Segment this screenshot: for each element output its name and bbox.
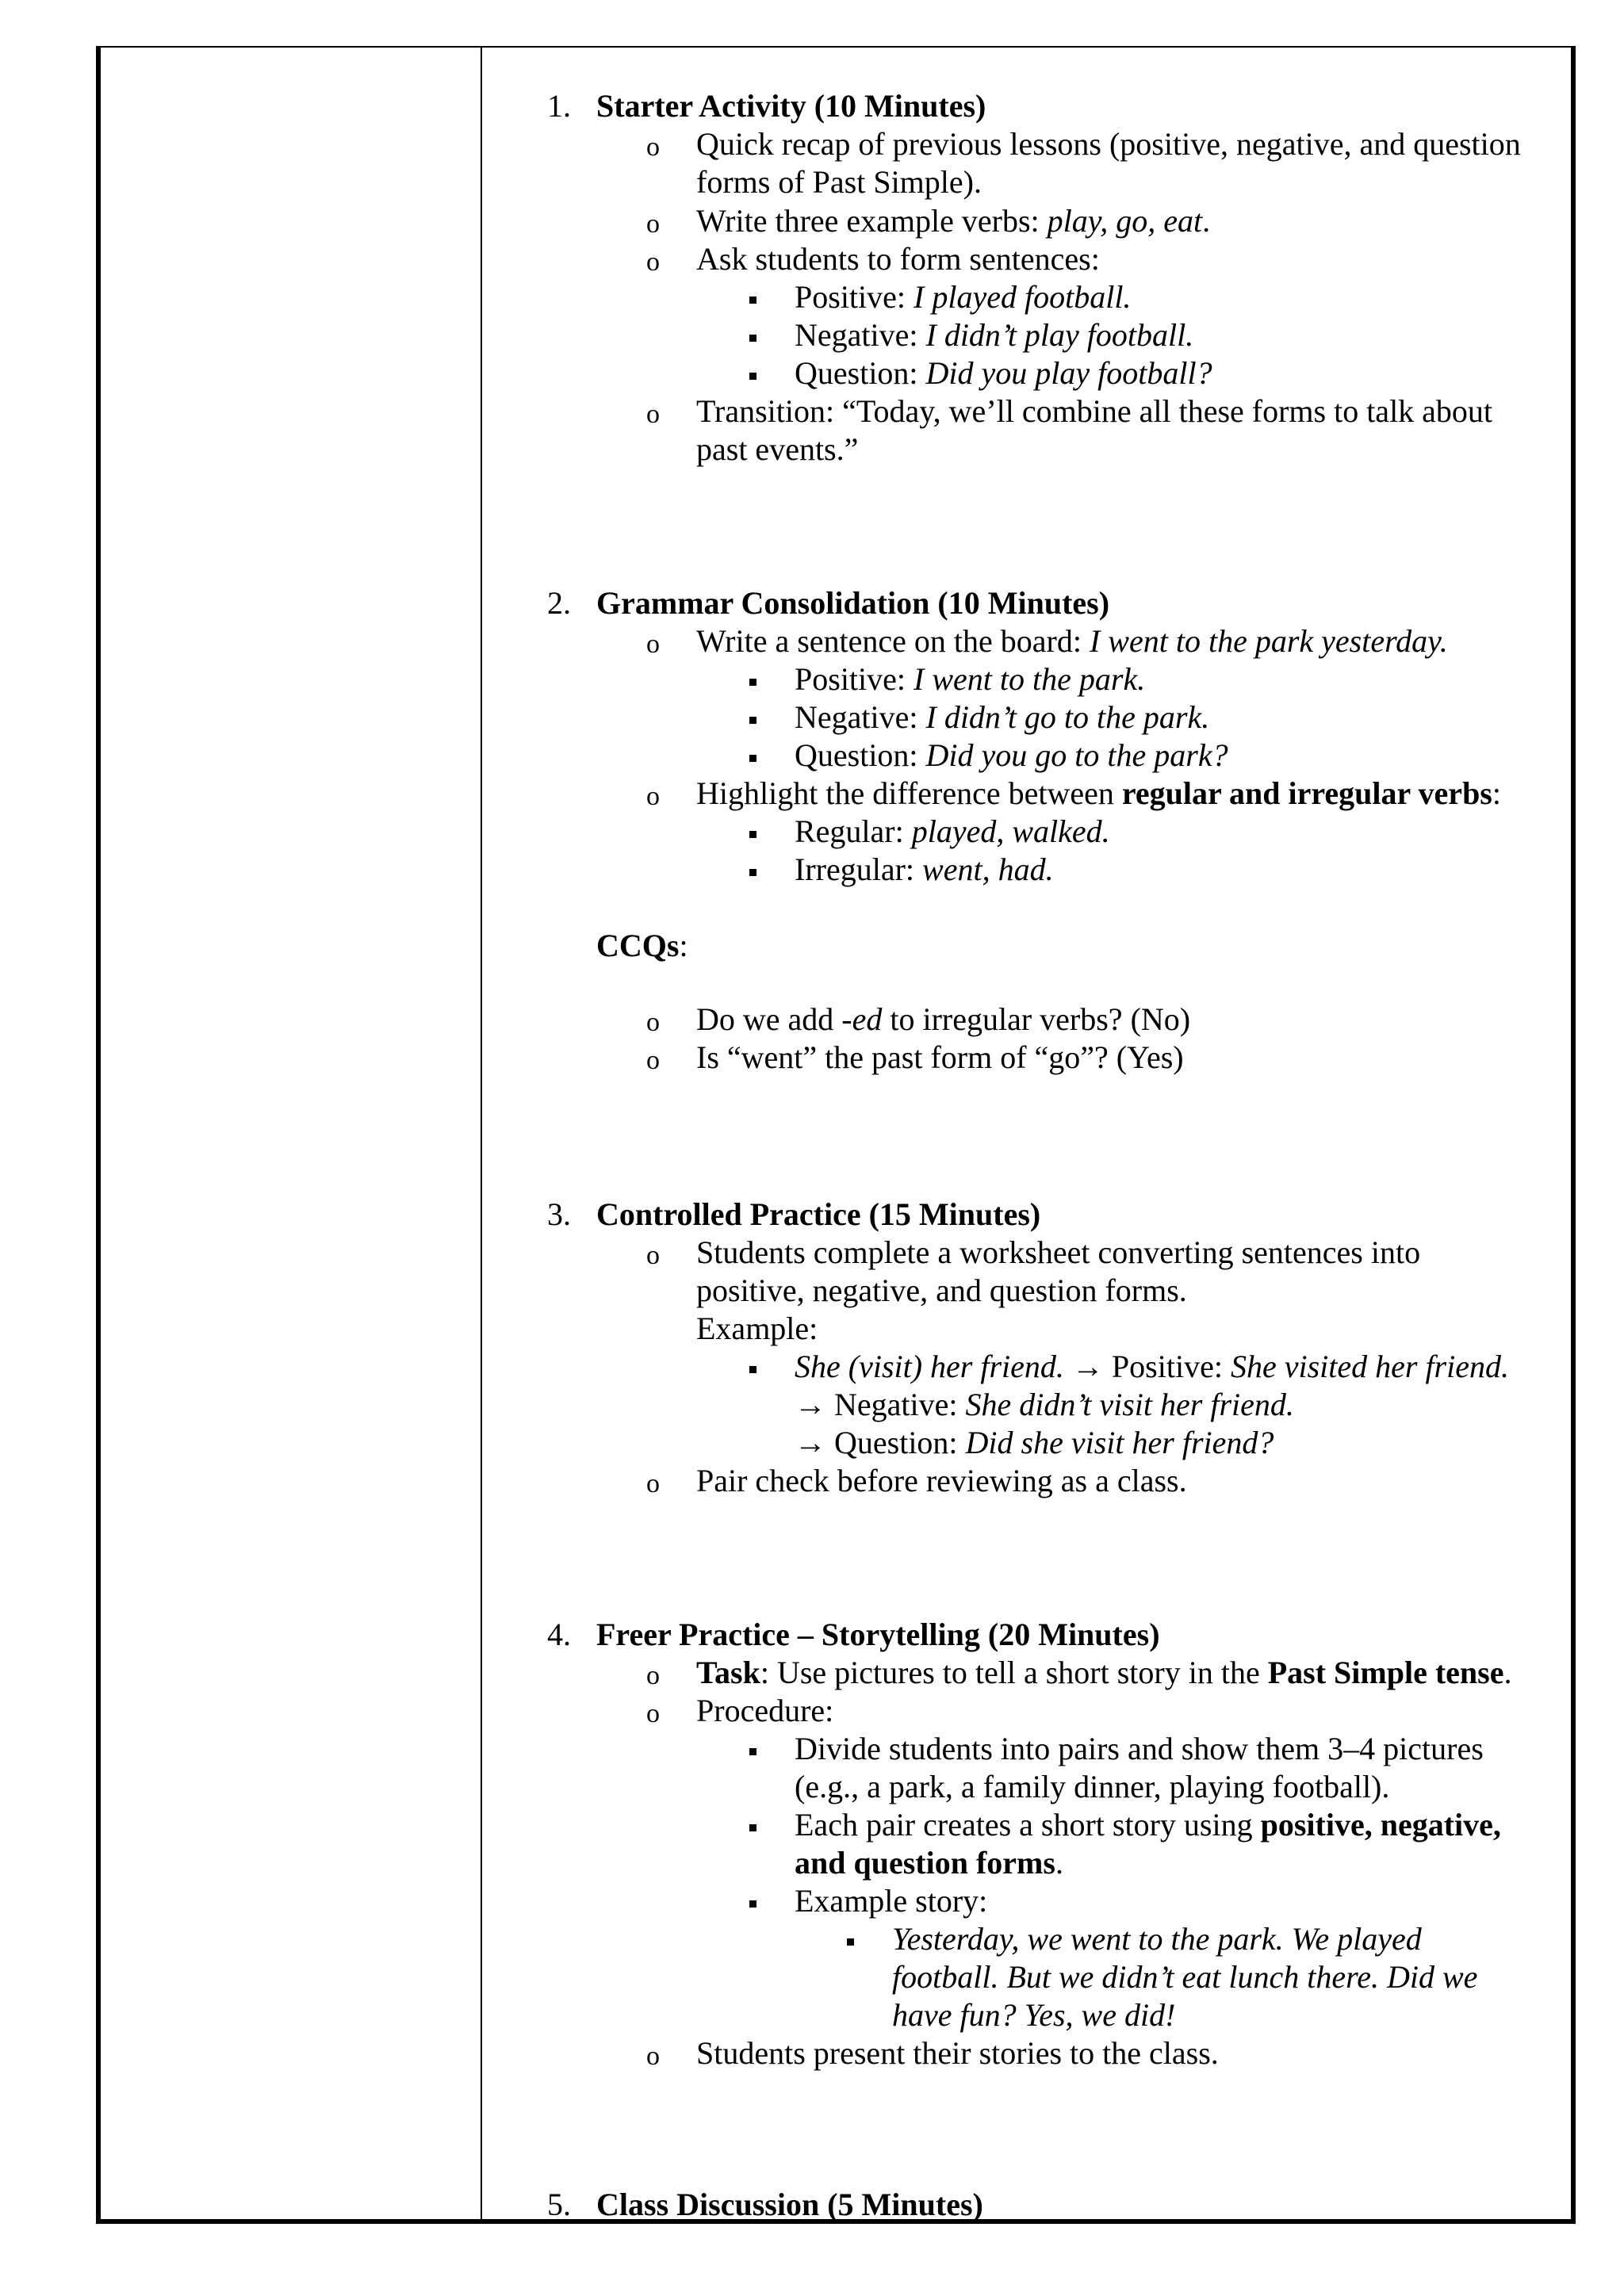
- circle-bullet-icon: o: [646, 247, 660, 277]
- section-2-number: 2.: [547, 585, 571, 621]
- item-text: Highlight the difference between regular and irregular verbs:: [696, 775, 1501, 811]
- section-4-number: 4.: [547, 1617, 571, 1652]
- circle-bullet-icon: o: [646, 2042, 660, 2071]
- sub-item-text: Example story:: [795, 1883, 988, 1919]
- circle-bullet-icon: o: [646, 1469, 660, 1498]
- story-text: have fun? Yes, we did!: [892, 1997, 1176, 2033]
- circle-bullet-icon: o: [646, 629, 660, 659]
- square-bullet-icon: [749, 373, 756, 380]
- example-line: She (visit) her friend. → Positive: She visited her friend.: [795, 1349, 1509, 1384]
- sub-item-text: Each pair creates a short story using positive, negative,: [795, 1807, 1501, 1843]
- square-bullet-icon: [749, 1824, 756, 1831]
- circle-bullet-icon: o: [646, 782, 660, 811]
- item-text: Write three example verbs: play, go, eat.: [696, 203, 1211, 239]
- square-bullet-icon: [847, 1938, 854, 1946]
- example-line: → Question: Did she visit her friend?: [795, 1425, 1274, 1460]
- section-3-number: 3.: [547, 1196, 571, 1232]
- sub-item-text: Negative: I didn’t play football.: [795, 317, 1194, 353]
- item-text: Task: Use pictures to tell a short story in the Past Simple tense.: [696, 1655, 1512, 1690]
- ccq-item: Is “went” the past form of “go”? (Yes): [696, 1039, 1184, 1075]
- item-text: Students present their stories to the class.: [696, 2035, 1219, 2071]
- item-text: Procedure:: [696, 1693, 834, 1728]
- item-text: Ask students to form sentences:: [696, 241, 1100, 277]
- item-text: past events.”: [696, 431, 859, 467]
- square-bullet-icon: [749, 831, 756, 838]
- sub-item-text: Divide students into pairs and show them 3–4 pictures: [795, 1731, 1484, 1766]
- circle-bullet-icon: o: [646, 1046, 660, 1075]
- sub-item-text: and question forms.: [795, 1845, 1063, 1881]
- square-bullet-icon: [749, 1900, 756, 1908]
- item-text: Example:: [696, 1311, 818, 1346]
- sub-item-text: (e.g., a park, a family dinner, playing football).: [795, 1769, 1390, 1804]
- circle-bullet-icon: o: [646, 1661, 660, 1690]
- section-5-title: Class Discussion (5 Minutes): [596, 2187, 983, 2222]
- circle-bullet-icon: o: [646, 209, 660, 239]
- section-1-number: 1.: [547, 88, 571, 124]
- story-text: Yesterday, we went to the park. We played: [892, 1921, 1422, 1957]
- section-4-title: Freer Practice – Storytelling (20 Minutes): [596, 1617, 1160, 1652]
- section-3-title: Controlled Practice (15 Minutes): [596, 1196, 1041, 1232]
- circle-bullet-icon: o: [646, 1008, 660, 1037]
- circle-bullet-icon: o: [646, 400, 660, 429]
- sub-item-text: Irregular: went, had.: [795, 851, 1054, 887]
- square-bullet-icon: [749, 297, 756, 304]
- item-text: forms of Past Simple).: [696, 164, 982, 200]
- item-text: Students complete a worksheet converting sentences into: [696, 1234, 1421, 1270]
- square-bullet-icon: [749, 717, 756, 724]
- square-bullet-icon: [749, 679, 756, 686]
- circle-bullet-icon: o: [646, 1699, 660, 1728]
- column-divider: [481, 48, 482, 2221]
- square-bullet-icon: [749, 335, 756, 342]
- circle-bullet-icon: o: [646, 1241, 660, 1270]
- sub-item-text: Positive: I played football.: [795, 279, 1132, 315]
- circle-bullet-icon: o: [646, 132, 660, 162]
- square-bullet-icon: [749, 755, 756, 762]
- sub-item-text: Question: Did you go to the park?: [795, 737, 1228, 773]
- section-1-title: Starter Activity (10 Minutes): [596, 88, 986, 124]
- item-text: Transition: “Today, we’ll combine all these forms to talk about: [696, 393, 1493, 429]
- item-text: Quick recap of previous lessons (positive, negative, and question: [696, 126, 1521, 162]
- sub-item-text: Question: Did you play football?: [795, 355, 1212, 391]
- story-text: football. But we didn’t eat lunch there. Did we: [892, 1959, 1478, 1995]
- item-text: Write a sentence on the board: I went to the park yesterday.: [696, 623, 1448, 659]
- item-text: Pair check before reviewing as a class.: [696, 1463, 1187, 1498]
- square-bullet-icon: [749, 1748, 756, 1755]
- ccq-item: Do we add -ed to irregular verbs? (No): [696, 1001, 1191, 1037]
- sub-item-text: Negative: I didn’t go to the park.: [795, 699, 1210, 735]
- square-bullet-icon: [749, 869, 756, 876]
- section-5-number: 5.: [547, 2187, 571, 2222]
- ccqs-heading: CCQs:: [596, 928, 688, 963]
- square-bullet-icon: [749, 1366, 756, 1373]
- example-line: → Negative: She didn’t visit her friend.: [795, 1387, 1294, 1422]
- sub-item-text: Positive: I went to the park.: [795, 661, 1146, 697]
- section-2-title: Grammar Consolidation (10 Minutes): [596, 585, 1110, 621]
- item-text: positive, negative, and question forms.: [696, 1272, 1187, 1308]
- sub-item-text: Regular: played, walked.: [795, 813, 1110, 849]
